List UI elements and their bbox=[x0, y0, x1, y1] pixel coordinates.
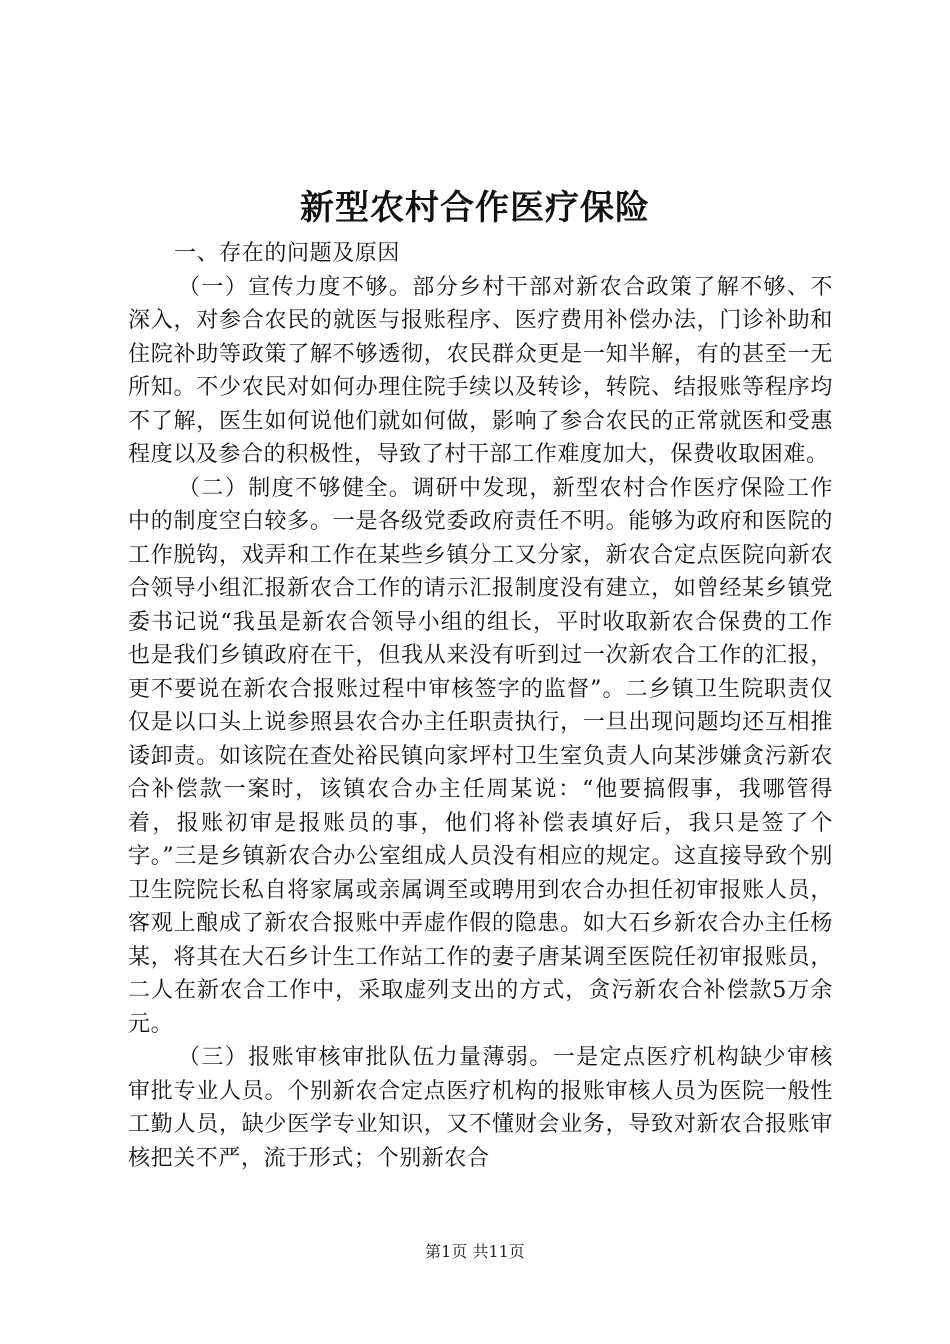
document-title: 新型农村合作医疗保险 bbox=[300, 188, 650, 228]
page-footer: 第1页 共11页 bbox=[425, 1242, 525, 1261]
paragraph-system: （二）制度不够健全。调研中发现，新型农村合作医疗保险工作中的制度空白较多。一是各级党委政府责任不明。能够为政府和医院的工作脱钩，戏弄和工作在某些乡镇分工又分家，新农合定点医院向新农合领导小组汇报新农合工作的请示汇报制度没有建立，如曾经某乡镇党委书记说“我虽是新农合领导小组的组长，平时收取新农合保费的工作也是我们乡镇政府在干，但我从来没有听到过一次新农合工作的汇报，更不要说在新农合报账过程中审核签字的监督”。二乡镇卫生院职责仅仅是以口头上说参照县农合办主任职责执行，一旦出现问题均还互相推诿卸责。如该院在查处裕民镇向家坪村卫生室负责人向某涉嫌贪污新农合补偿款一案时，该镇农合办主任周某说：“他要搞假事，我哪管得着，报账初审是报账员的事，他们将补偿表填好后，我只是签了个字。”三是乡镇新农合办公室组成人员没有相应的规定。这直接导致个别卫生院院长私自将家属或亲属调至或聘用到农合办担任初审报账人员，客观上酿成了新农合报账中弄虚作假的隐患。如大石乡新农合办主任杨某，将其在大石乡计生工作站工作的妻子唐某调至医院任初审报账员，二人在新农合工作中，采取虚列支出的方式，贪污新农合补偿款5万余元。 bbox=[128, 475, 833, 1037]
document-body bbox=[128, 237, 833, 1175]
paragraph-publicity: （一）宣传力度不够。部分乡村干部对新农合政策了解不够、不深入，对参合农民的就医与报账程序、医疗费用补偿办法，门诊补助和住院补助等政策了解不够透彻，农民群众更是一知半解，有的甚至一无所知。不少农民对如何办理住院手续以及转诊，转院、结报账等程序均不了解，医生如何说他们就如何做，影响了参合农民的正常就医和受惠程度以及参合的积极性，导致了村干部工作难度加大，保费收取困难。 bbox=[128, 274, 833, 467]
section-heading: 一、存在的问题及原因 bbox=[174, 241, 401, 266]
paragraph-audit-team: （三）报账审核审批队伍力量薄弱。一是定点医疗机构缺少审核审批专业人员。个别新农合定点医疗机构的报账审核人员为医院一般性工勤人员，缺少医学专业知识，又不懂财会业务，导致对新农合报账审核把关不严，流于形式；个别新农合 bbox=[128, 1045, 833, 1171]
